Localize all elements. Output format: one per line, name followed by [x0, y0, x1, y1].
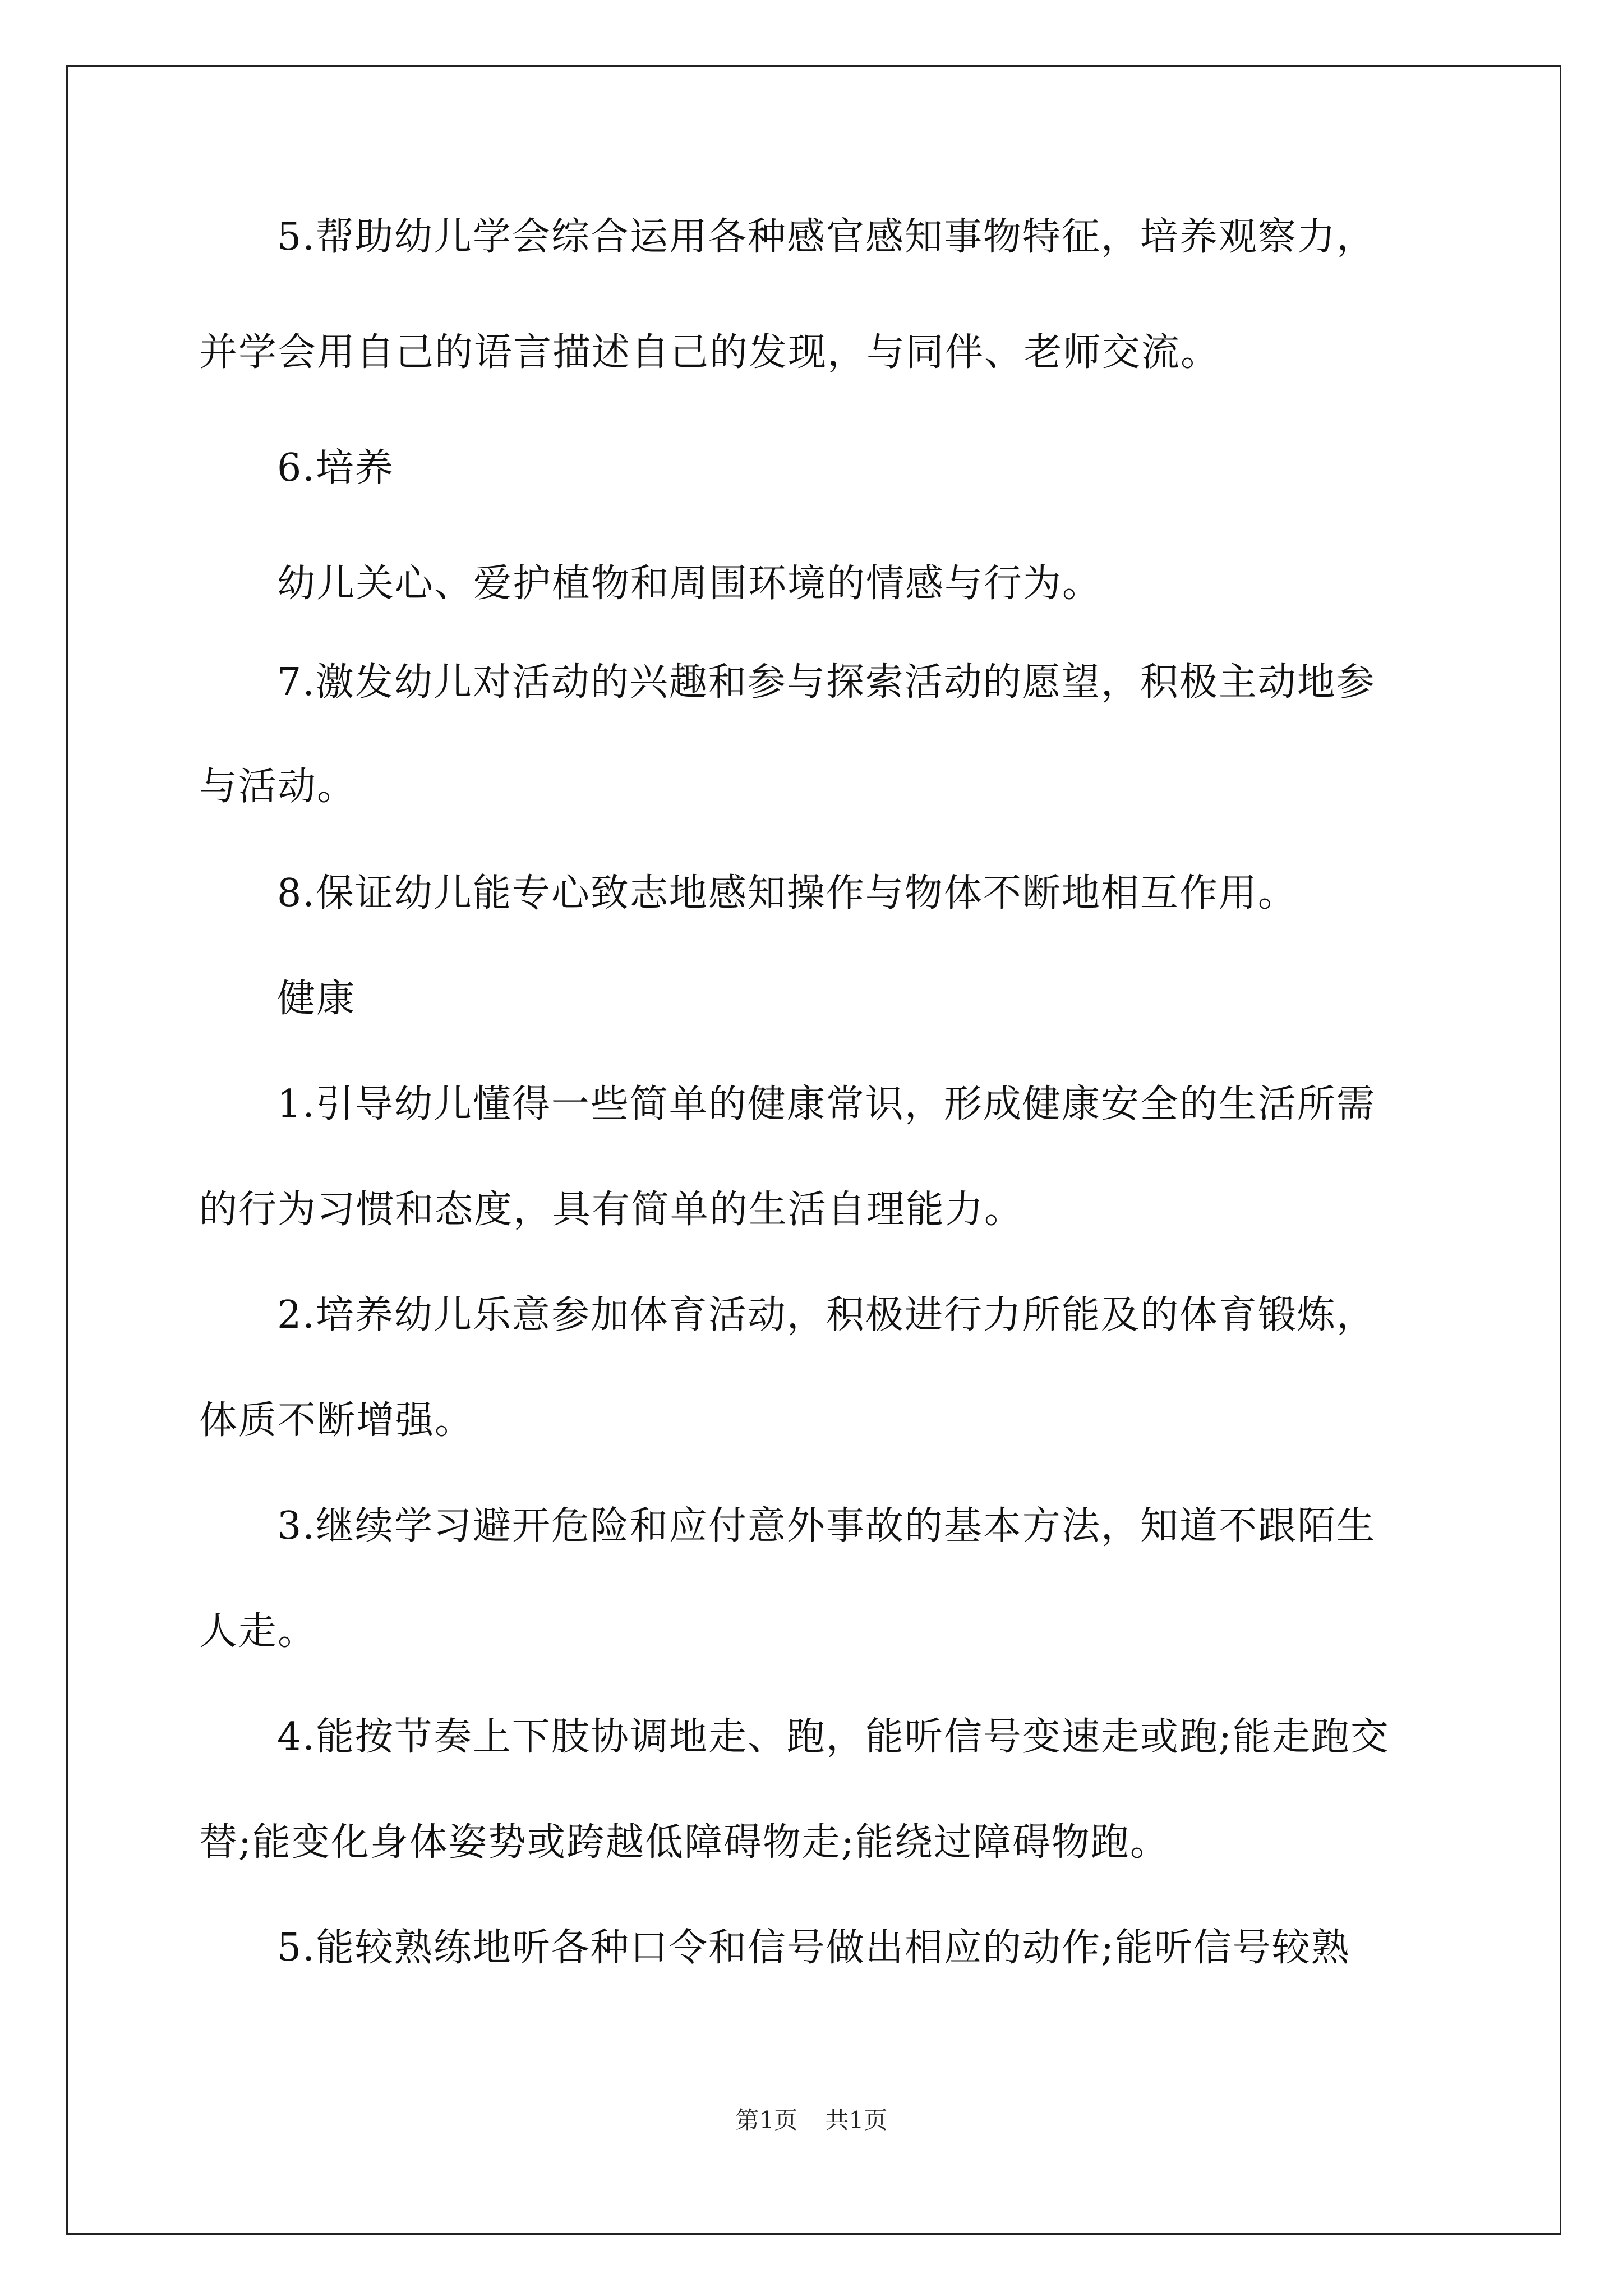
paragraph-line: 与活动。: [199, 765, 357, 809]
paragraph-line: 8.保证幼儿能专心致志地感知操作与物体不断地相互作用。: [277, 871, 1297, 915]
paragraph-line: 替;能变化身体姿势或跨越低障碍物走;能绕过障碍物跑。: [199, 1820, 1169, 1865]
page-border: [66, 65, 1561, 2235]
paragraph-line: 体质不断增强。: [199, 1398, 474, 1443]
paragraph-line: 7.激发幼儿对活动的兴趣和参与探索活动的愿望，积极主动地参: [277, 660, 1376, 705]
section-heading: 健康: [277, 977, 356, 1021]
paragraph-line: 人走。: [199, 1609, 317, 1654]
paragraph-line: 4.能按节奏上下肢协调地走、跑，能听信号变速走或跑;能走跑交: [277, 1715, 1390, 1759]
paragraph-line: 3.继续学习避开危险和应付意外事故的基本方法，知道不跟陌生: [277, 1504, 1376, 1548]
paragraph-line: 2.培养幼儿乐意参加体育活动，积极进行力所能及的体育锻炼，: [277, 1293, 1376, 1337]
paragraph-line: 5.能较熟练地听各种口令和信号做出相应的动作;能听信号较熟: [277, 1926, 1350, 1970]
page-footer: [0, 2106, 1623, 2134]
page-number: 第1页: [735, 2106, 798, 2134]
paragraph-line: 的行为习惯和态度，具有简单的生活自理能力。: [199, 1188, 1024, 1232]
page-total: 共1页: [825, 2106, 888, 2134]
paragraph-line: 1.引导幼儿懂得一些简单的健康常识，形成健康安全的生活所需: [277, 1082, 1376, 1126]
paragraph-line: 并学会用自己的语言描述自己的发现，与同伴、老师交流。: [199, 330, 1220, 375]
paragraph-line: 幼儿关心、爱护植物和周围环境的情感与行为。: [277, 562, 1102, 606]
paragraph-line: 6.培养: [277, 446, 394, 490]
paragraph-line: 5.帮助幼儿学会综合运用各种感官感知事物特征，培养观察力，: [277, 215, 1376, 259]
